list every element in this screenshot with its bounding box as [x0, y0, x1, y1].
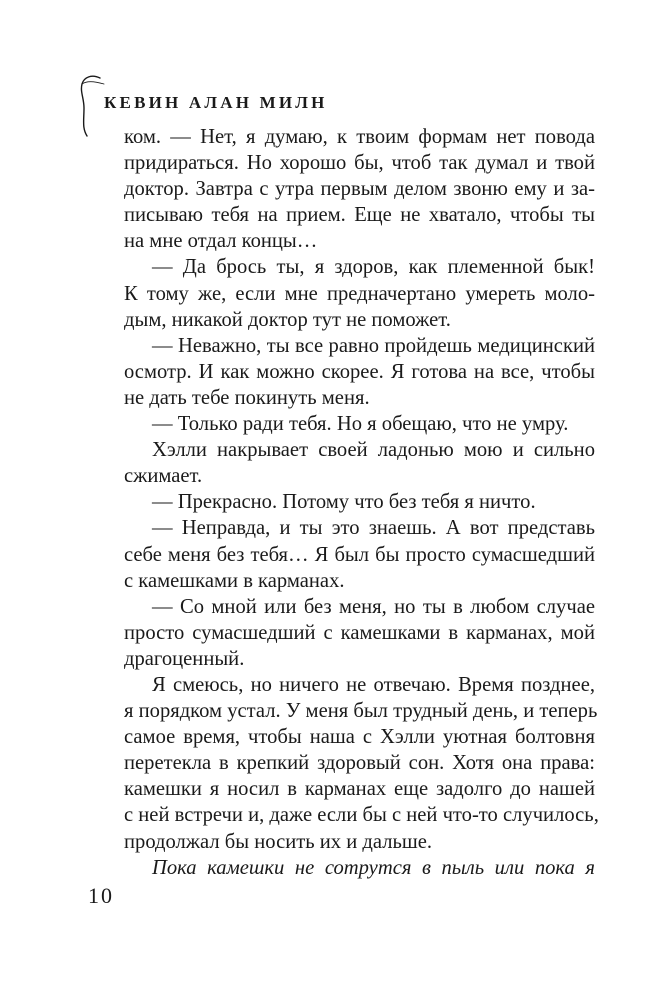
text-line: продолжал бы носить их и дальше.: [124, 830, 433, 853]
text-line: себе меня без тебя… Я был бы просто сумасшедший: [124, 543, 595, 566]
paragraph: [124, 594, 595, 672]
text-line: осмотр. И как можно скорее. Я готова на все, чтобы: [124, 360, 595, 383]
text-line: Я смеюсь, но ничего не отвечаю. Время позднее,: [152, 673, 595, 696]
text-line: К тому же, если мне предначертано умереть моло-: [124, 282, 595, 305]
text-line: перетекла в крепкий здоровый сон. Хотя она права:: [124, 752, 595, 775]
text-line: камешки я носил в карманах еще задолго до нашей: [124, 778, 595, 801]
paragraph: [124, 254, 595, 332]
paragraph: [124, 411, 595, 437]
text-line: дым, никакой доктор тут не поможет.: [124, 308, 451, 331]
body-text: [124, 124, 599, 881]
text-line: ком. — Нет, я думаю, к твоим формам нет повода: [124, 126, 595, 148]
paragraph: [124, 124, 595, 254]
text-line: драгоценный.: [124, 647, 245, 670]
text-line: — Только ради тебя. Но я обещаю, что не умру.: [152, 413, 569, 436]
page-number: 10: [88, 883, 114, 908]
text-line: с камешками в карманах.: [124, 569, 345, 592]
paragraph: [124, 855, 595, 881]
text-line: Пока камешки не сотрутся в пыль или пока я: [152, 856, 595, 879]
running-head: КЕВИН АЛАН МИЛН: [104, 93, 328, 112]
text-line: — Да брось ты, я здоров, как племенной бык!: [152, 256, 595, 279]
paragraph: [124, 672, 599, 855]
text-line: не дать тебе покинуть меня.: [124, 386, 370, 409]
paragraph: [124, 515, 595, 593]
text-line: писываю тебя на прием. Еще не хватало, чтобы ты: [124, 204, 595, 227]
text-line: просто сумасшедший с камешками в карманах, мой: [124, 621, 595, 644]
text-line: с ней встречи и, даже если бы с ней что-то случилось,: [124, 804, 599, 827]
text-line: — Неважно, ты все равно пройдешь медицинский: [152, 334, 595, 357]
text-line: я порядком устал. У меня был трудный день, и теперь: [124, 700, 598, 723]
text-line: — Со мной или без меня, но ты в любом случае: [152, 595, 595, 618]
text-line: доктор. Завтра с утра первым делом звоню ему и за-: [124, 178, 595, 201]
text-line: придираться. Но хорошо бы, чтоб так думал и твой: [124, 152, 595, 175]
text-line: на мне отдал концы…: [124, 230, 318, 253]
paragraph: [124, 333, 595, 411]
text-line: — Прекрасно. Потому что без тебя я ничто.: [152, 491, 536, 514]
paragraph: [124, 489, 595, 515]
text-line: — Неправда, и ты это знаешь. А вот представь: [152, 517, 595, 540]
text-line: сжимает.: [124, 465, 203, 488]
text-line: самое время, чтобы наша с Хэлли уютная болтовня: [124, 726, 595, 749]
text-line: Хэлли накрывает своей ладонью мою и сильно: [152, 439, 595, 462]
paragraph: [124, 437, 595, 489]
